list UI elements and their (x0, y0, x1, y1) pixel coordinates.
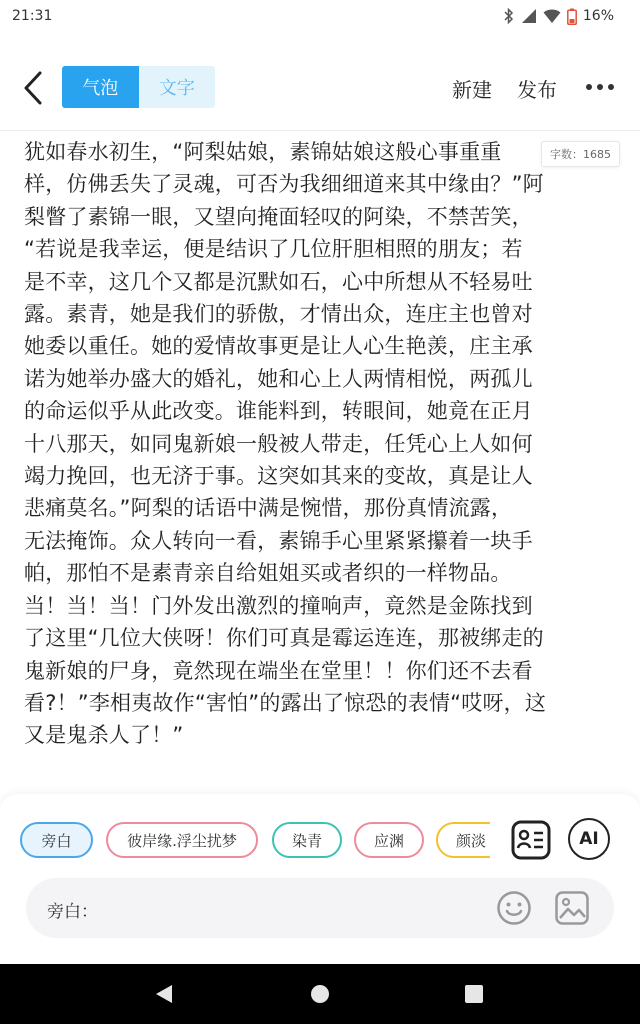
story-line: 鬼新娘的尸身，竟然现在端坐在堂里！！你们还不去看 (24, 658, 533, 683)
story-line: 露。素青，她是我们的骄傲，才情出众，连庄主也曾对 (24, 302, 533, 327)
emoji-icon (496, 890, 532, 926)
story-line: 的命运似乎从此改变。谁能料到，转眼间，她竟在正月 (24, 399, 533, 424)
nav-recent-square-icon[interactable] (465, 985, 483, 1003)
story-line: 梨瞥了素锦一眼，又望向掩面轻叹的阿染，不禁苦笑， (24, 204, 533, 229)
wifi-icon (543, 8, 561, 24)
story-line: 样，仿佛丢失了灵魂，可否为我细细道来其中缘由？”阿 (24, 172, 544, 197)
chip-character[interactable]: 彼岸缘.浮尘扰梦 (106, 822, 258, 858)
tab-text[interactable]: 文字 (139, 66, 216, 108)
header-divider (0, 130, 640, 131)
image-icon (554, 890, 590, 926)
message-input[interactable] (98, 892, 478, 924)
image-button[interactable] (554, 890, 590, 926)
nav-back-triangle-icon[interactable] (154, 984, 174, 1004)
chip-character[interactable]: 应渊 (354, 822, 424, 858)
story-line: 她委以重任。她的爱情故事更是让人心生艳羡，庄主承 (24, 334, 533, 359)
story-line: 无法掩饰。众人转向一看，素锦手心里紧紧攥着一块手 (24, 528, 533, 553)
app-bar (0, 54, 640, 122)
emoji-button[interactable] (496, 890, 532, 926)
back-button[interactable] (18, 68, 48, 108)
story-line: 帕，那怕不是素青亲自给姐姐买或者织的一样物品。 (24, 561, 512, 586)
input-speaker-prefix: 旁白： (47, 902, 98, 922)
chevron-left-icon (22, 71, 44, 105)
story-line: 看?！”李相夷故作“害怕”的露出了惊恐的表情“哎呀，这 (24, 690, 547, 715)
battery-low-icon (567, 8, 577, 25)
role-card-icon (511, 820, 551, 860)
status-bar (0, 0, 640, 32)
story-line: 诺为她举办盛大的婚礼，她和心上人两情相悦，两孤儿 (24, 366, 533, 391)
character-chips-scroll[interactable] (20, 820, 490, 860)
signal-icon (521, 8, 537, 24)
chip-character[interactable]: 颜淡 (436, 822, 490, 858)
publish-button[interactable]: 发布 (517, 78, 557, 102)
story-line: 当！当！当！门外发出激烈的撞响声，竟然是金陈找到 (24, 593, 533, 618)
bluetooth-icon (503, 8, 515, 24)
chip-narrator[interactable]: 旁白 (20, 822, 93, 858)
status-time: 21:31 (12, 8, 53, 24)
story-line: 了这里“几位大侠呀！你们可真是霉运连连，那被绑走的 (24, 626, 544, 651)
ai-button[interactable]: AI (568, 818, 610, 860)
status-icons (503, 8, 614, 25)
message-input-bar (26, 878, 614, 938)
chip-character[interactable]: 染青 (272, 822, 342, 858)
more-dots-icon[interactable] (586, 84, 614, 90)
story-line: 十八那天，如同鬼新娘一般被人带走，任凭心上人如何 (24, 431, 533, 456)
battery-percent: 16% (582, 8, 614, 24)
mode-tabs (62, 66, 215, 108)
story-line: “若说是我幸运，便是结识了几位肝胆相照的朋友；若 (24, 237, 523, 262)
story-line: 竭力挽回，也无济于事。这突如其来的变故，真是让人 (24, 464, 533, 489)
nav-home-circle-icon[interactable] (311, 985, 329, 1003)
story-line: 犹如春水初生，“阿梨姑娘，素锦姑娘这般心事重重 (24, 140, 502, 164)
story-line: 是不幸，这几个又都是沉默如石，心中所想从不轻易吐 (24, 269, 533, 294)
story-text[interactable] (24, 136, 604, 752)
role-card-button[interactable] (509, 818, 553, 862)
system-nav-bar (0, 964, 640, 1024)
tab-bubble[interactable]: 气泡 (62, 66, 139, 108)
word-count-badge: 字数：1685 (541, 141, 620, 167)
new-button[interactable]: 新建 (452, 78, 492, 102)
story-line: 又是鬼杀人了！” (24, 723, 184, 748)
story-line: 悲痛莫名。”阿梨的话语中满是惋惜，那份真情流露， (24, 496, 513, 521)
